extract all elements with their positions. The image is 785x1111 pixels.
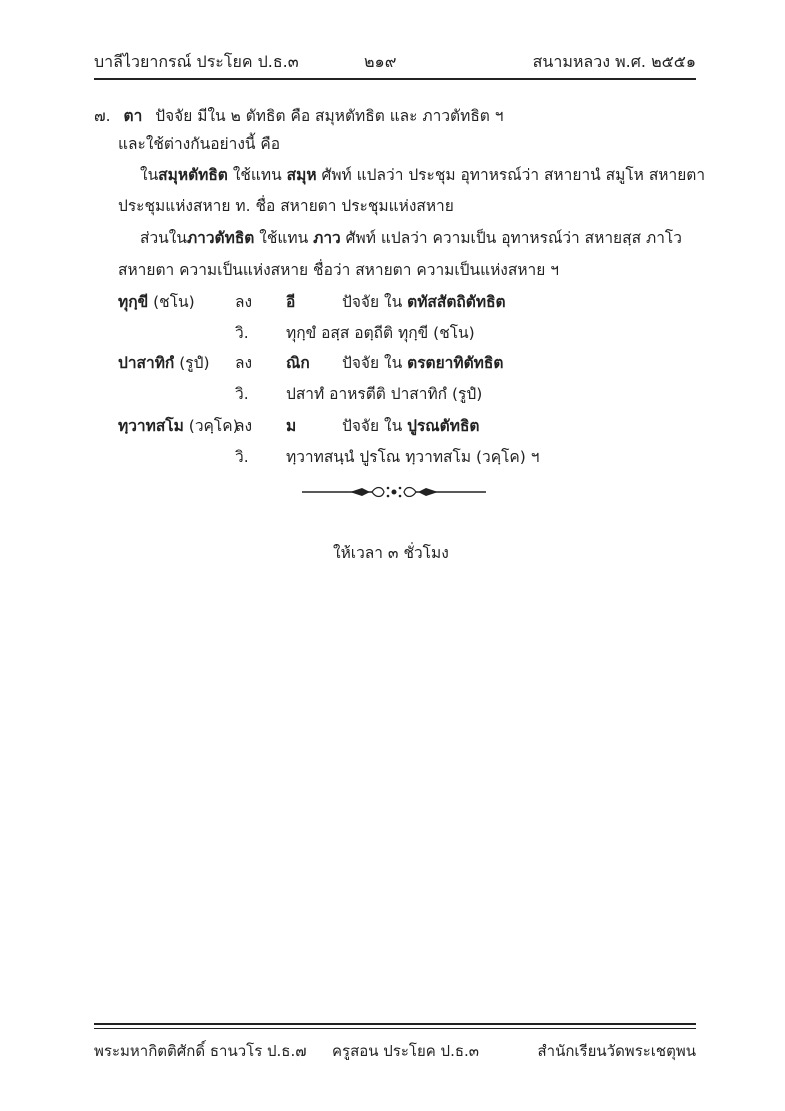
page-number: ๒๑๙ bbox=[364, 52, 397, 71]
paragraph-bhava-line-1 bbox=[140, 225, 682, 250]
page-footer bbox=[94, 1039, 696, 1065]
example-word-rest: (วคฺโค) bbox=[183, 417, 239, 435]
footer-institution: สำนักเรียนวัดพระเชตุพน bbox=[537, 1042, 696, 1060]
question-7-line-1 bbox=[94, 103, 504, 128]
p2-term: ภาวตัทธิต bbox=[186, 229, 255, 247]
question-word: ตา bbox=[123, 107, 143, 125]
header-left-title: บาลีไวยากรณ์ ประโยค ป.ธ.๓ bbox=[94, 52, 299, 71]
example-word-bold: ปาสาทิกํ bbox=[118, 354, 175, 372]
example-long: ลง bbox=[235, 354, 253, 372]
example-vigraha: ทฺวาทสนฺนํ ปูรโณ ทฺวาทสโม (วคฺโค) ฯ bbox=[286, 448, 540, 466]
p1-mid: ใช้แทน bbox=[227, 166, 287, 184]
example-taddhita: ตรตยาทิตัทธิต bbox=[407, 354, 504, 372]
footer-rule-thin bbox=[94, 1028, 696, 1029]
example-vi: วิ. bbox=[235, 324, 249, 342]
example-paccaya: ปัจจัย ใน ตทัสสัตถิตัทธิต bbox=[342, 293, 506, 311]
p2-post: ศัพท์ แปลว่า ความเป็น อุทาหรณ์ว่า สหายสฺส ภาโว bbox=[340, 229, 682, 247]
example-taddhita: ตทัสสัตถิตัทธิต bbox=[407, 293, 506, 311]
p1-word: สมุห bbox=[286, 166, 317, 184]
example-word-rest: (รูปํ) bbox=[174, 354, 210, 372]
example-long: ลง bbox=[235, 417, 253, 435]
example-suffix: อี bbox=[286, 293, 296, 311]
example-suffix: ม bbox=[286, 417, 297, 435]
example-word-bold: ทุกฺขี bbox=[118, 293, 149, 311]
p1-post: ศัพท์ แปลว่า ประชุม อุทาหรณ์ว่า สหายานํ สมูโห สหายตา bbox=[316, 166, 706, 184]
example-vigraha: ปสาทํ อาหรตีติ ปาสาทิกํ (รูปํ) bbox=[286, 385, 483, 403]
example-suffix: ณิก bbox=[286, 354, 310, 372]
question-7-line-2: และใช้ต่างกันอย่างนี้ คือ bbox=[118, 135, 281, 153]
ornament-divider-icon bbox=[300, 483, 488, 501]
example-vi: วิ. bbox=[235, 385, 249, 403]
page-header bbox=[94, 50, 696, 78]
p2-pre: ส่วนใน bbox=[140, 229, 187, 247]
question-text: ปัจจัย มีใน ๒ ตัทธิต คือ สมุหตัทธิต และ ภาวตัทธิต ฯ bbox=[155, 107, 504, 125]
p1-term: สมุหตัทธิต bbox=[158, 166, 228, 184]
p1-pre: ใน bbox=[140, 166, 159, 184]
example-word-rest: (ชโน) bbox=[148, 293, 195, 311]
example-word-bold: ทฺวาทสโม bbox=[118, 417, 184, 435]
footer-role: ครูสอน ประโยค ป.ธ.๓ bbox=[332, 1042, 480, 1060]
example-word bbox=[118, 289, 195, 314]
paragraph-bhava-line-2: สหายตา ความเป็นแห่งสหาย ชื่อว่า สหายตา ความเป็นแห่งสหาย ฯ bbox=[118, 261, 559, 279]
example-long: ลง bbox=[235, 293, 253, 311]
time-note: ให้เวลา ๓ ชั่วโมง bbox=[333, 544, 449, 562]
paragraph-samuha-line-2: ประชุมแห่งสหาย ท. ชื่อ สหายตา ประชุมแห่งสหาย bbox=[118, 197, 454, 215]
example-taddhita: ปูรณตัทธิต bbox=[407, 417, 480, 435]
paragraph-samuha-line-1 bbox=[140, 162, 705, 187]
question-number: ๗. bbox=[94, 107, 111, 125]
footer-author: พระมหากิตติศักดิ์ ธานวโร ป.ธ.๗ bbox=[94, 1042, 307, 1060]
example-paccaya: ปัจจัย ใน ปูรณตัทธิต bbox=[342, 417, 480, 435]
example-paccaya: ปัจจัย ใน ตรตยาทิตัทธิต bbox=[342, 354, 504, 372]
p2-word: ภาว bbox=[313, 229, 341, 247]
example-vigraha: ทุกฺขํ อสฺส อตฺถีติ ทุกฺขี (ชโน) bbox=[286, 324, 475, 342]
p2-mid: ใช้แทน bbox=[254, 229, 314, 247]
header-right-exam: สนามหลวง พ.ศ. ๒๕๕๑ bbox=[532, 52, 696, 71]
example-vi: วิ. bbox=[235, 448, 249, 466]
footer-rule bbox=[94, 1023, 696, 1025]
header-rule bbox=[94, 78, 696, 80]
example-word bbox=[118, 350, 210, 375]
example-word bbox=[118, 413, 239, 438]
